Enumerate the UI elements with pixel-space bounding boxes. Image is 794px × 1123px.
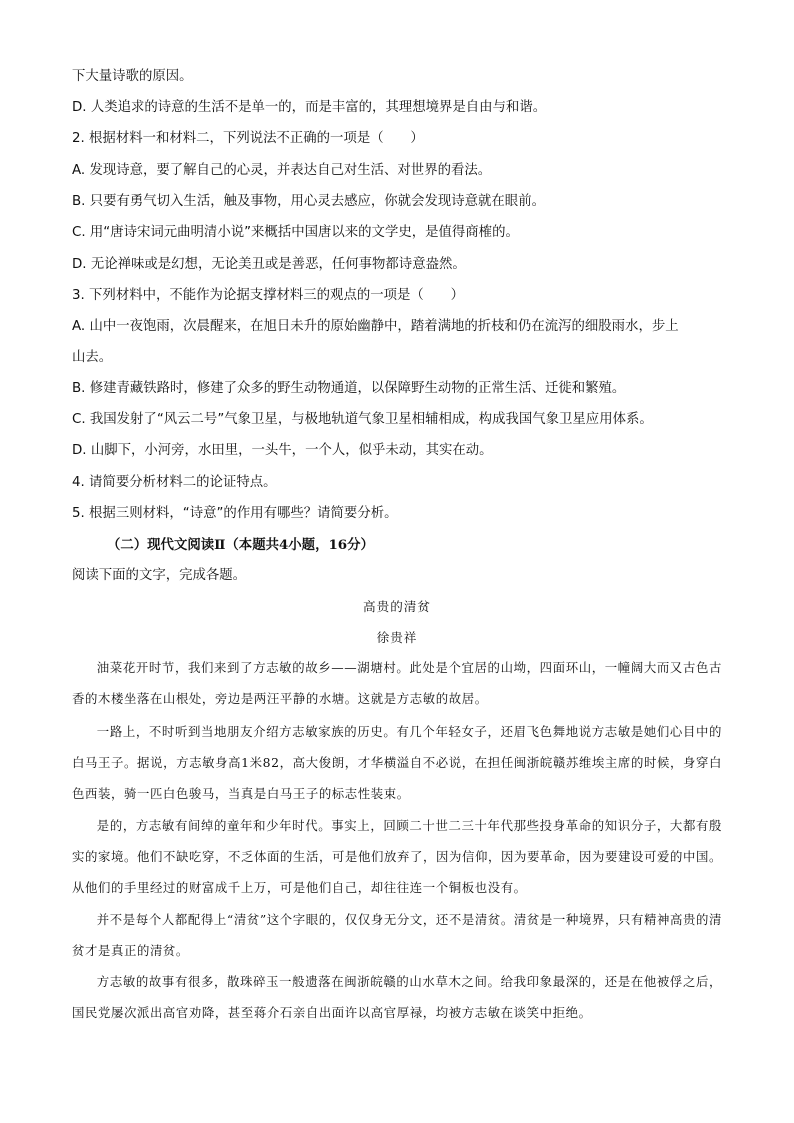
option-a-line: A. 山中一夜饱雨，次晨醒来，在旭日未升的原始幽静中，踏着满地的折枝和仍在流泻的细股雨水，步上 <box>72 319 679 334</box>
question-2: 2. 根据材料一和材料二，下列说法不正确的一项是（ ） <box>72 131 424 146</box>
option-d-line: D. 人类追求的诗意的生活不是单一的，而是丰富的，其理想境界是自由与和谐。 <box>72 100 547 115</box>
question-4: 4. 请简要分析材料二的论证特点。 <box>72 475 277 490</box>
option-a-line: A. 发现诗意，要了解自己的心灵，并表达自己对生活、对世界的看法。 <box>72 163 492 178</box>
article-author: 徐贵祥 <box>376 630 418 645</box>
option-c-line: C. 我国发射了“风云二号”气象卫星，与极地轨道气象卫星相辅相成，构成我国气象卫星应用体系。 <box>72 412 653 427</box>
option-d-line: D. 无论禅味或是幻想，无论美丑或是善恶，任何事物都诗意盎然。 <box>72 257 466 272</box>
section-title: （二）现代文阅读Ⅱ（本题共4小题，16分） <box>107 537 374 553</box>
text-line: 下大量诗歌的原因。 <box>72 69 193 84</box>
article-paragraph: 并不是每个人都配得上“清贫”这个字眼的，仅仅身无分文，还不是清贫。清贫是一种境界，只有精神高贵的清贫才是真正的清贫。 <box>72 912 722 958</box>
option-b-line: B. 修建青藏铁路时，修建了众多的野生动物通道，以保障野生动物的正常生活、迁徙和繁殖。 <box>72 381 626 396</box>
option-d-line: D. 山脚下，小河旁，水田里，一头牛，一个人，似乎未动，其实在动。 <box>72 443 493 458</box>
question-3: 3. 下列材料中，不能作为论据支撑材料三的观点的一项是（ ） <box>72 288 464 303</box>
article-paragraph: 是的，方志敏有间绰的童年和少年时代。事实上，回顾二十世二三十年代那些投身革命的知识分子，大都有殷实的家境。他们不缺吃穿，不乏体面的生活，可是他们放弃了，因为信仰，因为要革命，因为要建设可爱的中国。从他们的手里经过的财富成千上万，可是他们自己，却往往连一个铜板也没有。 <box>72 818 722 895</box>
option-b-line: B. 只要有勇气切入生活，触及事物，用心灵去感应，你就会发现诗意就在眼前。 <box>72 194 545 209</box>
article-paragraph: 油菜花开时节，我们来到了方志敏的故乡——湖塘村。此处是个宜居的山坳，四面环山，一幢阔大而又古色古香的木楼坐落在山根处，旁边是两汪平静的水塘。这就是方志敏的故居。 <box>72 660 722 706</box>
option-c-line: C. 用“唐诗宋词元曲明清小说”来概括中国唐以来的文学史，是值得商榷的。 <box>72 225 519 240</box>
instruction: 阅读下面的文字，完成各题。 <box>72 568 247 583</box>
article-paragraph: 一路上，不时听到当地朋友介绍方志敏家族的历史。有几个年轻女子，还眉飞色舞地说方志敏是她们心目中的白马王子。据说，方志敏身高1米82，高大俊朗，才华横溢自不必说，在担任闽浙皖赣苏维埃主席的时候，身穿白色西装，骑一匹白色骏马，当真是白马王子的标志性装束。 <box>72 724 722 801</box>
option-a-line-cont: 山去。 <box>72 350 113 365</box>
article-paragraph: 方志敏的故事有很多，散珠碎玉一般遗落在闽浙皖赣的山水草木之间。给我印象最深的，还是在他被俘之后，国民党屡次派出高官劝降，甚至蒋介石亲自出面许以高官厚禄，均被方志敏在谈笑中拒绝。 <box>72 974 722 1020</box>
article-title: 高贵的清贫 <box>363 599 431 614</box>
question-5: 5. 根据三则材料，“诗意”的作用有哪些？请简要分析。 <box>72 506 398 521</box>
